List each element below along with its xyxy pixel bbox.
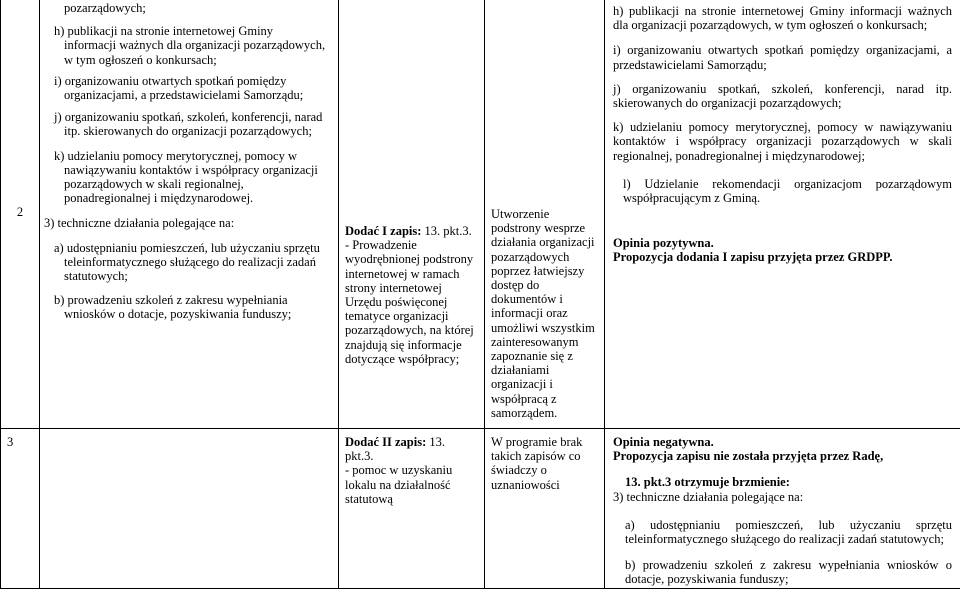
justification-line: organizacji i: [491, 377, 598, 391]
justification-line: dostęp do: [491, 278, 598, 292]
proposal-text-line: wyodrębnionej podstrony: [345, 252, 478, 266]
item-a: a) udostępnianiu pomieszczeń, lub użyczaniu sprzętu teleinformatycznego służącego do realizacji zadań statutowych;: [40, 241, 338, 284]
resolution-item-i: i) organizowaniu otwartych spotkań pomiędzy organizacjami, a przedstawicielami Samorządu;: [613, 43, 952, 71]
justification-line: dokumentów i: [491, 292, 598, 306]
justification-line: zainteresowanym: [491, 335, 598, 349]
justification-line: W programie brak: [491, 435, 598, 449]
current-text-cell: [40, 429, 339, 589]
justification-line: poprzez łatwiejszy: [491, 264, 598, 278]
proposal-text-line: - pomoc w uzyskaniu: [345, 463, 478, 477]
resolution-item-b: b) prowadzeniu szkoleń z zakresu wypełniania wniosków o dotacje, pozyskiwania funduszy;: [613, 558, 952, 586]
justification-line: działaniami: [491, 363, 598, 377]
resolution-item-k: k) udzielaniu pomocy merytorycznej, pomocy w nawiązywaniu kontaktów i współpracy organizacji pozarządowych w skali regionalnej, ponadregionalnej i międzynarodowej;: [613, 120, 952, 163]
proposal-header: Dodać II zapis: 13.: [345, 435, 478, 449]
table-row: [1, 0, 960, 429]
justification-cell: [485, 429, 605, 589]
row-number: 2: [1, 205, 39, 219]
proposal-text-line: - Prowadzenie: [345, 238, 478, 252]
row-number-cell: [1, 0, 40, 429]
opinion-positive: Opinia pozytywna.: [613, 236, 952, 250]
decision-text: Propozycja zapisu nie została przyjęta przez Radę,: [613, 449, 952, 463]
proposal-text-line: znajdują się informacje: [345, 338, 478, 352]
resolution-item-a: a) udostępnianiu pomieszczeń, lub użyczaniu sprzętu teleinformatycznego służącego do realizacji zadań statutowych;: [613, 518, 952, 546]
justification-cell: [485, 0, 605, 429]
proposal-header: Dodać I zapis: 13. pkt.3.: [345, 224, 478, 238]
justification-line: działania organizacji: [491, 235, 598, 249]
item-i: i) organizowaniu otwartych spotkań pomiędzy organizacjami, a przedstawicielami Samorządu;: [40, 74, 338, 102]
new-text-label: 13. pkt.3 otrzymuje brzmienie:: [613, 475, 952, 489]
proposal-text-line: strony internetowej: [345, 281, 478, 295]
justification-line: świadczy o: [491, 463, 598, 477]
justification-line: informacji oraz: [491, 306, 598, 320]
item-b: b) prowadzeniu szkoleń z zakresu wypełniania wniosków o dotacje, pozyskiwania funduszy;: [40, 293, 338, 321]
decision-text: Propozycja dodania I zapisu przyjęta przez GRDPP.: [613, 250, 952, 264]
justification-line: Utworzenie: [491, 207, 598, 221]
proposal-text-line: pozarządowych, na której: [345, 323, 478, 337]
proposal-text-line: Urzędu poświęconej: [345, 295, 478, 309]
opinion-negative: Opinia negatywna.: [613, 435, 952, 449]
proposal-text-line: dotyczące współpracy;: [345, 352, 478, 366]
justification-line: zapoznanie się z: [491, 349, 598, 363]
resolution-cell: [605, 429, 960, 589]
item-h: h) publikacji na stronie internetowej Gminy informacji ważnych dla organizacji pozarządowych, w tym ogłoszeń o konkursach;: [40, 24, 338, 67]
resolution-cell: [605, 0, 960, 429]
proposal-text-line: statutową: [345, 492, 478, 506]
text-line: pozarządowych;: [64, 1, 338, 15]
justification-line: samorządem.: [491, 406, 598, 420]
proposal-text-line: lokalu na działalność: [345, 478, 478, 492]
justification-line: takich zapisów co: [491, 449, 598, 463]
table-row: [1, 429, 960, 589]
proposal-text-line: pkt.3.: [345, 449, 478, 463]
resolution-item-l: l) Udzielanie rekomendacji organizacjom pozarządowym współpracującym z Gminą.: [613, 177, 952, 205]
proposal-text-line: internetowej w ramach: [345, 267, 478, 281]
resolution-item-3: 3) techniczne działania polegające na:: [613, 490, 952, 504]
item-j: j) organizowaniu spotkań, szkoleń, konferencji, narad itp. skierowanych do organizacji pozarządowych;: [40, 110, 338, 138]
resolution-item-j: j) organizowaniu spotkań, szkoleń, konferencji, narad itp. skierowanych do organizacji pozarządowych;: [613, 82, 952, 110]
item-3: 3) techniczne działania polegające na:: [40, 216, 338, 230]
resolution-item-h: h) publikacji na stronie internetowej Gminy informacji ważnych dla organizacji pozarządowych, w tym ogłoszeń o konkursach;: [613, 4, 952, 32]
item-k: k) udzielaniu pomocy merytorycznej, pomocy w nawiązywaniu kontaktów i współpracy organizacji pozarządowych w skali regionalnej, ponadregionalnej i międzynarodowej.: [40, 149, 338, 206]
justification-line: umożliwi wszystkim: [491, 321, 598, 335]
proposal-cell: [339, 429, 485, 589]
row-number-cell: [1, 429, 40, 589]
justification-line: pozarządowych: [491, 250, 598, 264]
justification-line: uznaniowości: [491, 478, 598, 492]
justification-line: podstrony wesprze: [491, 221, 598, 235]
current-text-cell: [40, 0, 339, 429]
proposal-cell: [339, 0, 485, 429]
justification-line: współpracą z: [491, 392, 598, 406]
row-number: 3: [1, 435, 39, 449]
proposal-text-line: tematyce organizacji: [345, 309, 478, 323]
